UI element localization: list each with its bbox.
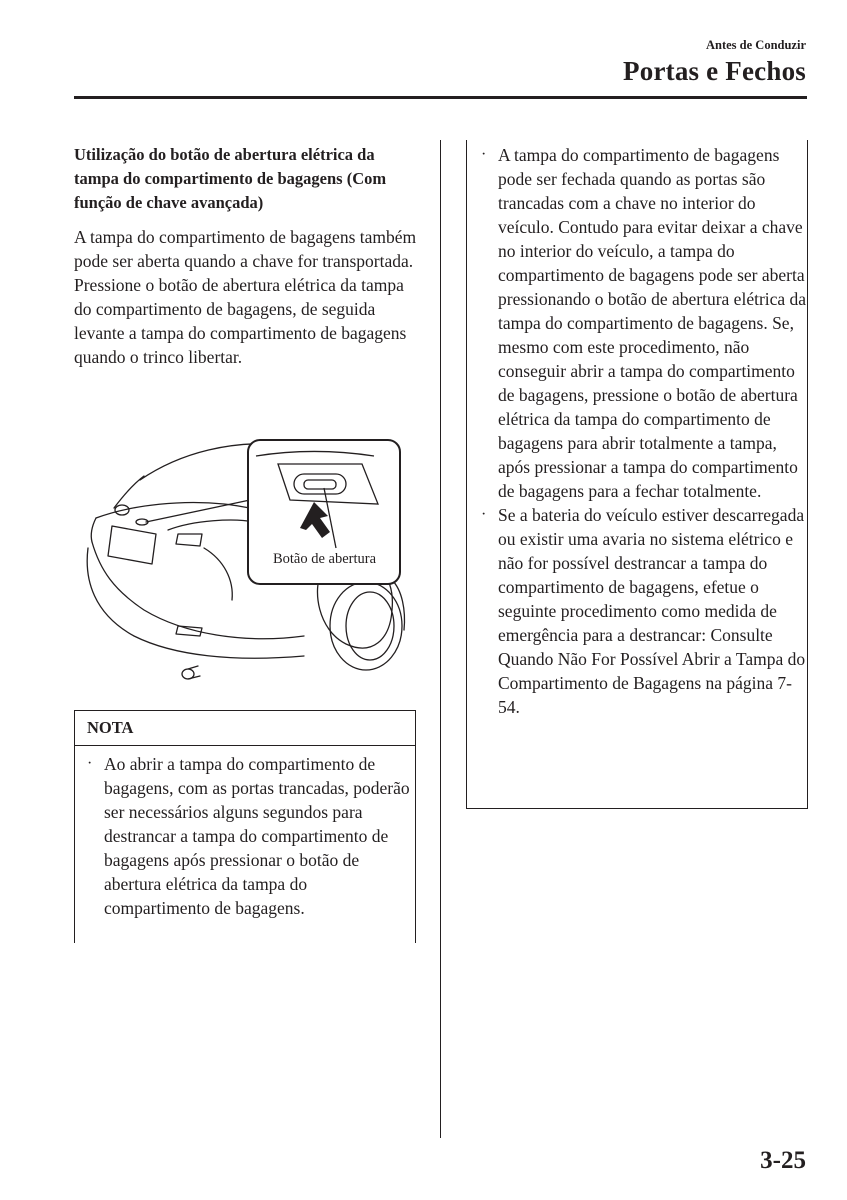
- trunk-illustration: [74, 430, 419, 690]
- note-item-1-text: A tampa do compartimento de bagagens pode ser fechada quando as portas são trancadas com a chave no interior do veículo. Contudo para evitar deixar a chave no interior do veículo, a tampa do compartimento de bagagens pode ser aberta pressionando o botão de abertura elétrica da tampa do compartimento de bagagens. Se, mesmo com este procedimento, não conseguir abrir a tampa do compartimento de bagagens, pressione o botão de abertura elétrica da tampa do compartimento de bagagens para abrir totalmente a tampa, após pressionar a tampa do compartimento de bagagens para a fechar totalmente.: [498, 145, 807, 501]
- rear-wheel: [330, 582, 402, 670]
- section-heading: Utilização do botão de abertura elétrica da tampa do compartimento de bagagens (Com função de chave avançada): [74, 145, 387, 212]
- paragraph-1: A tampa do compartimento de bagagens também pode ser aberta quando a chave for transportada.: [74, 227, 417, 271]
- note-item-1: [481, 143, 807, 503]
- tail-light: [176, 534, 202, 546]
- body-text: [74, 225, 419, 369]
- right-notes-box: [466, 140, 808, 809]
- header-rule: [74, 96, 807, 99]
- nota-title: NOTA: [75, 711, 415, 746]
- callout-label-area: [248, 440, 401, 584]
- callout-leader: [146, 500, 250, 522]
- nota-body: [75, 746, 415, 920]
- page-number: 3-25: [760, 1147, 806, 1174]
- nota-box: [74, 710, 416, 943]
- paragraph-2: Pressione o botão de abertura elétrica da tampa do compartimento de bagagens, de seguida levante a tampa do compartimento de bagagens quando o trinco libertar.: [74, 275, 407, 367]
- note-item-2: [481, 503, 807, 719]
- left-column: [74, 143, 419, 369]
- chapter-subtitle: Antes de Conduzir: [705, 38, 806, 52]
- note-item-2-text: Se a bateria do veículo estiver descarregada ou existir uma avaria no sistema elétrico e não for possível destrancar a tampa do compartimento de bagagens, efetue o seguinte procedimento como medida de emergência para a destrancar: Consulte Quando Não For Possível Abrir a Tampa do Compartimento de Bagagens na página 7-54.: [498, 505, 806, 717]
- license-plate: [108, 526, 156, 564]
- bullet-mark: ·: [481, 146, 487, 163]
- page-title: Portas e Fechos: [623, 56, 806, 86]
- nota-item: [87, 752, 415, 920]
- column-divider: [440, 140, 441, 1138]
- callout-label: Botão de abertura: [272, 551, 377, 567]
- nota-item-text: Ao abrir a tampa do compartimento de bagagens, com as portas trancadas, poderão ser necessários alguns segundos para destrancar a tampa do compartimento de bagagens após pressionar o botão de abertura elétrica da tampa do compartimento de bagagens.: [104, 754, 410, 918]
- bullet-mark: ·: [481, 506, 487, 523]
- bullet-mark: ·: [87, 755, 93, 772]
